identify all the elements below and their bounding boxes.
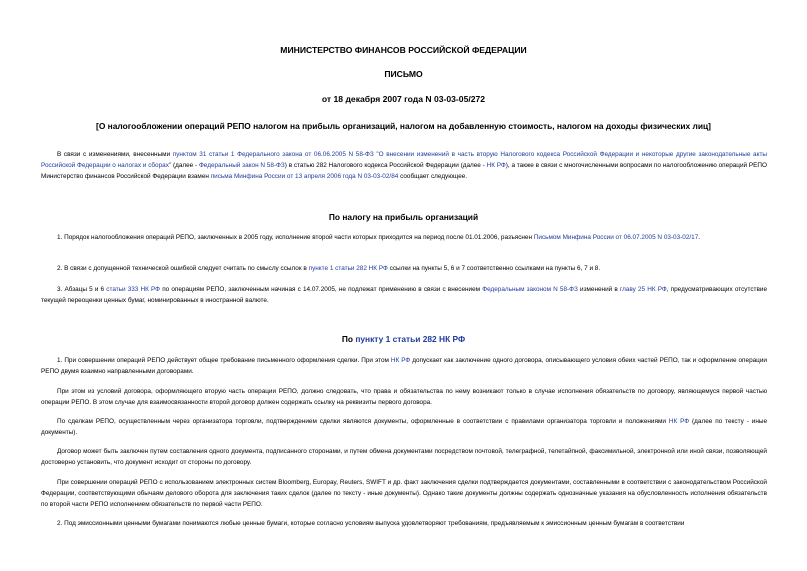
section-heading-art282 <box>0 334 807 344</box>
art282-paragraph-2: При этом из условий договора, оформляющего вторую часть операции РЕПО, должно следовать, что права и обязательства по нему возникают только в случае исполнения обязательств по договору, являющемуся первой частью операции РЕПО. В этом случае для взаимосвязанности второй договор должен содержать ссылку на реквизиты первого договора. <box>41 388 767 406</box>
paragraph-text: ссылки на пункты 5, 6 и 7 соответственно ссылками на пункты 6, 7 и 8. <box>387 265 601 272</box>
intro-paragraph <box>41 149 767 182</box>
paragraph-text: (далее по тексту - иные документы). <box>41 418 768 436</box>
paragraph-text: По сделкам РЕПО, осуществленным через организатора торговли, подтверждением сделки являются документы, оформленные в соответствии с правилами организатора торговли и положениями <box>57 418 669 425</box>
paragraph-text: допускает как заключение одного договора, описывающего условия обеих частей РЕПО, так и оформление операции РЕПО двумя взаимно направленными договорами. <box>41 357 767 375</box>
intro-text-2: (далее - <box>171 162 199 169</box>
link-minfin-letter-2005[interactable]: Письмом Минфина России от 06.07.2005 N 03-03-02/17 <box>533 234 699 241</box>
paragraph-text: по операциям РЕПО, заключенным начиная с 14.07.2005, не подлежат применению в связи с внесением <box>160 286 483 293</box>
paragraph-text: изменений в <box>577 286 620 293</box>
section-heading-profit-tax: По налогу на прибыль организаций <box>328 212 479 222</box>
art282-paragraph-6: 2. Под эмиссионными ценными бумагами понимаются любые ценные бумаги, которые согласно условиям выпуска удовлетворяют требованиям, предъявляемым к эмиссионным ценным бумагам в соответствии <box>57 520 685 527</box>
paragraph-text: 1. При совершении операций РЕПО действует общее требование письменного оформления сделки. При этом <box>57 357 391 364</box>
link-federal-law-58fz-art1-p31[interactable]: пунктом 31 статьи 1 Федерального закона от 06.06.2005 N 58-ФЗ "О внесении изменений в часть вторую Налогового кодекса Российской Федерации и некоторые другие законодательные акты Российской Федерации о налогах и сборах" <box>41 151 767 169</box>
document-type: ПИСЬМО <box>384 69 423 79</box>
paragraph-text: 1. Порядок налогообложения операций РЕПО, заключенных в 2005 году, исполнение второй части которых приходится на период после 01.01.2006, разъяснен <box>57 234 534 241</box>
paragraph-text: . <box>698 234 701 241</box>
paragraph-text: , предусматривающих отсутствие текущей переоценки ценных бумаг, номинированных в иностранной валюте. <box>41 286 767 304</box>
intro-text-3: ) в статью 282 Налогового кодекса Российской Федерации (далее - <box>284 162 487 169</box>
profit-tax-paragraph-2 <box>41 263 767 274</box>
art282-paragraph-3 <box>41 416 767 438</box>
art282-paragraph-1 <box>41 355 767 377</box>
intro-text-1: В связи с изменениями, внесенными <box>57 151 173 158</box>
link-minfin-letter-2006[interactable]: письма Минфина России от 13 апреля 2006 года N 03-03-02/84 <box>210 173 399 180</box>
link-federal-law-58fz[interactable]: Федеральным законом N 58-ФЗ <box>482 286 578 293</box>
link-nk-rf[interactable]: НК РФ <box>486 162 506 169</box>
paragraph-text: 2. В связи с допущенной технической ошибкой следует считать по смыслу ссылок в <box>57 265 309 272</box>
document-date-number: от 18 декабря 2007 года N 03-03-05/272 <box>321 94 486 104</box>
link-nk-rf-art282-p1-heading[interactable]: пункту 1 статьи 282 НК РФ <box>355 334 466 344</box>
paragraph-text: 3. Абзацы 5 и 6 <box>57 286 107 293</box>
document-title: [О налогообложении операций РЕПО налогом на прибыль организаций, налогом на добавленную стоимость, налогом на доходы физических лиц] <box>96 121 711 131</box>
link-nk-rf-chapter25[interactable]: главу 25 НК РФ <box>619 286 667 293</box>
art282-paragraph-5: При совершении операций РЕПО с использованием электронных систем Bloomberg, Europay, Reuters, SWIFT и др. факт заключения сделки подтверждается документами, составленными в соответствии с законодательством Российской Федерации, соответствующими обычаям делового оборота для заключения таких сделок (далее по тексту - иные документы). Однако такие документы должны содержать однозначные указания на обусловленность исполнения обязательств по второй части РЕПО исполнением обязательств по первой части РЕПО. <box>41 479 767 508</box>
link-nk-rf-art333[interactable]: статьи 333 НК РФ <box>106 286 161 293</box>
ministry-heading: МИНИСТЕРСТВО ФИНАНСОВ РОССИЙСКОЙ ФЕДЕРАЦИИ <box>280 45 527 55</box>
link-nk-rf[interactable]: НК РФ <box>668 418 690 425</box>
link-nk-rf[interactable]: НК РФ <box>390 357 411 364</box>
intro-text-4: ), а также в связи с многочисленными вопросами по налогообложению операций РЕПО Министерство финансов Российской Федерации взамен <box>41 162 767 180</box>
intro-text-5: сообщает следующее. <box>398 173 468 180</box>
profit-tax-paragraph-1 <box>41 232 767 243</box>
art282-paragraph-4: Договор может быть заключен путем составления одного документа, подписанного сторонами, и путем обмена документами посредством почтовой, телеграфной, телетайпной, факсимильной, электронной или иной связи, позволяющей достоверно установить, что документ исходит от стороны по договору. <box>41 448 767 466</box>
link-nk-rf-art282-p1[interactable]: пункте 1 статьи 282 НК РФ <box>308 265 388 272</box>
profit-tax-paragraph-3 <box>41 284 767 306</box>
section-heading-prefix: По <box>341 334 356 344</box>
link-federal-law-58fz[interactable]: Федеральный закон N 58-ФЗ <box>198 162 285 169</box>
